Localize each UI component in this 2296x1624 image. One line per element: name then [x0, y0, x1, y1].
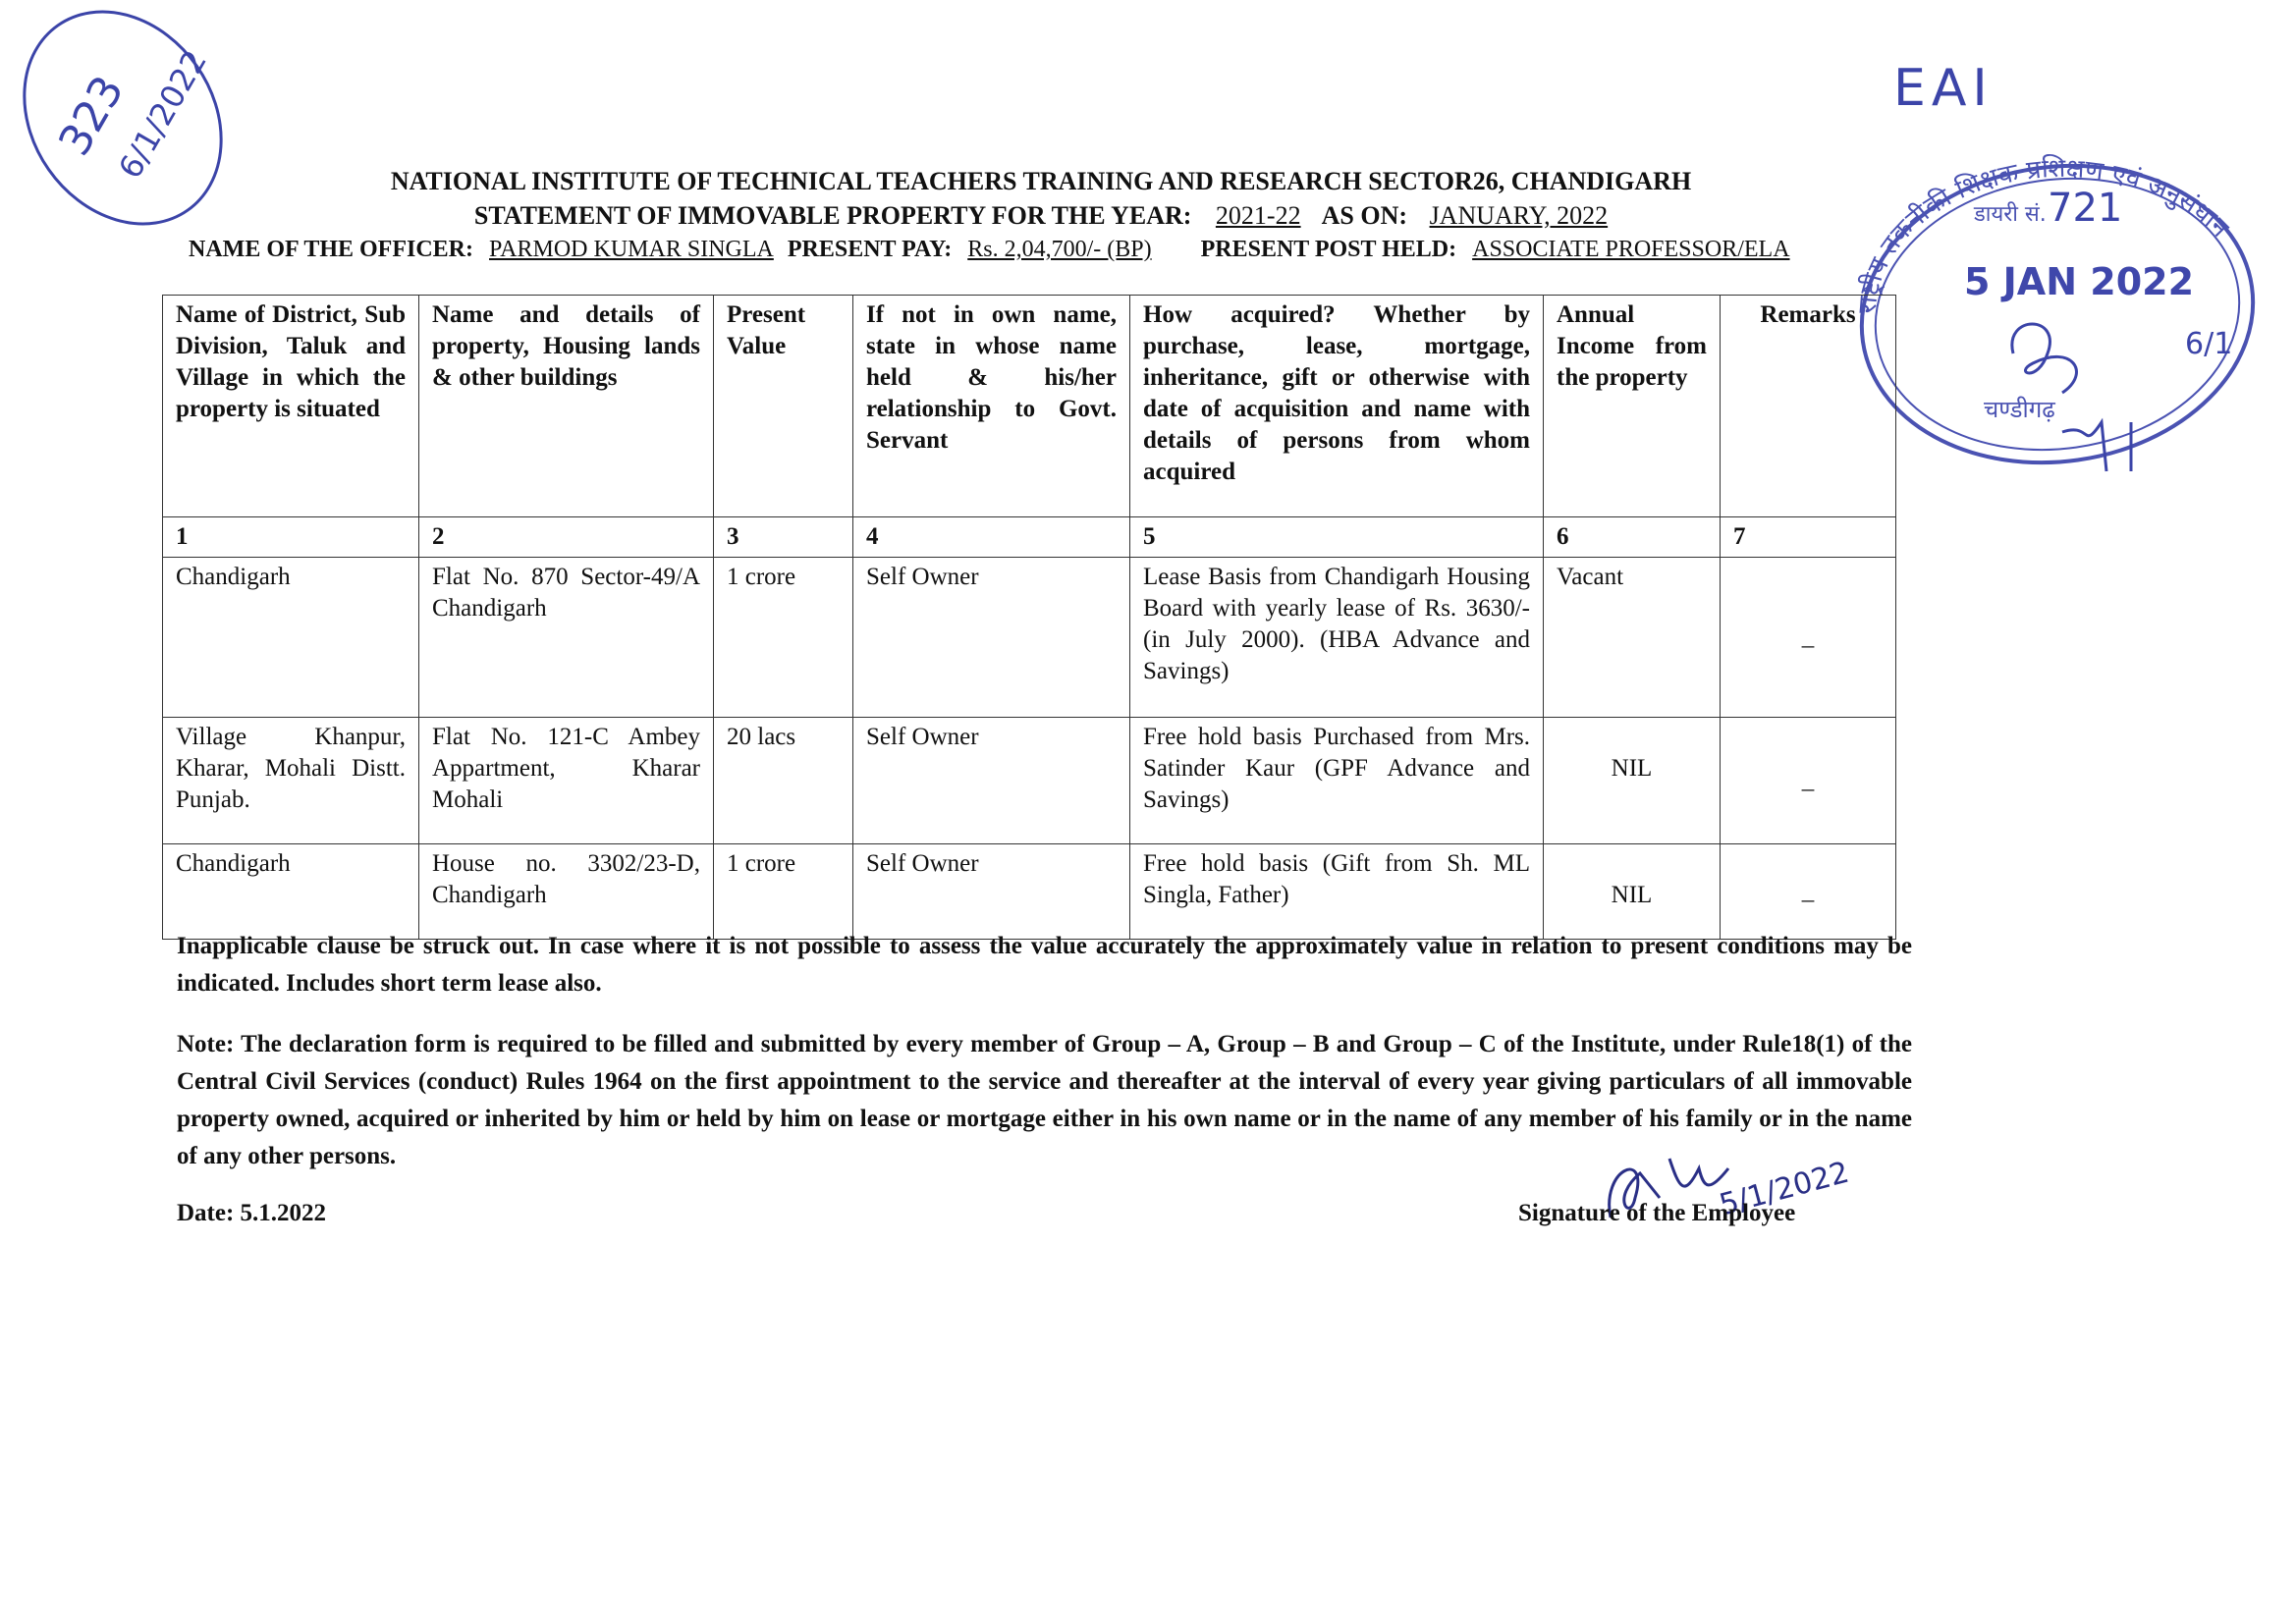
officer-name: PARMOD KUMAR SINGLA: [489, 237, 774, 262]
cell-acquired: Free hold basis Purchased from Mrs. Satinder Kaur (GPF Advance and Savings): [1130, 718, 1544, 844]
circle-date: 6/1/2022: [111, 43, 214, 186]
column-header: Present Value: [714, 296, 853, 517]
cell-held: Self Owner: [853, 718, 1130, 844]
footnote: Inapplicable clause be struck out. In case where it is not possible to assess the value accurately the approximately value in relation to present conditions may be indicated. Includes short term lease also.: [177, 933, 1912, 997]
statement-year: 2021-22: [1215, 201, 1301, 230]
cell-value: 1 crore: [714, 558, 853, 718]
stamp-signature-scribble: [2062, 422, 2131, 471]
declaration-note: Note: The declaration form is required to be filled and submitted by every member of Group – A, Group – B and Group – C of the Institute, under Rule18(1) of the Central Civil Services (conduct) Rules 1964 on the first appointment to the service and thereafter at the interval of every year giving particulars of all immovable property owned, acquired or inherited by him or held by him on lease or mortgage either in his own name or in the name of any member of his family or in the name of any other persons.: [177, 1031, 1912, 1169]
cell-income: NIL: [1544, 844, 1721, 940]
stamp-initials-date: 6/1: [2185, 327, 2233, 361]
cell-held: Self Owner: [853, 844, 1130, 940]
column-header: Annual Income from the property: [1544, 296, 1721, 517]
post-label: PRESENT POST HELD:: [1200, 237, 1457, 262]
cell-location: Chandigarh: [163, 844, 419, 940]
signature-date: 5/1/2022: [1716, 1155, 1853, 1223]
column-number: 7: [1721, 517, 1896, 558]
as-on-label: AS ON:: [1321, 201, 1408, 230]
cell-property: Flat No. 870 Sector-49/A Chandigarh: [419, 558, 714, 718]
table-row: [163, 558, 1896, 718]
officer-line: [189, 237, 1804, 263]
stamp-initials-scribble: [2012, 324, 2077, 393]
present-pay-label: PRESENT PAY:: [787, 237, 953, 262]
cell-property: Flat No. 121-C Ambey Appartment, Kharar Mohali: [419, 718, 714, 844]
cell-income: NIL: [1544, 718, 1721, 844]
table-row: [163, 844, 1896, 940]
present-pay: Rs. 2,04,700/- (BP): [967, 237, 1152, 262]
stamp-arc-text: राष्ट्रीय तकनीकी शिक्षक प्रशिक्षण एवं अनुसंधान: [1852, 153, 2235, 315]
cell-remarks: _: [1721, 844, 1896, 940]
post-held: ASSOCIATE PROFESSOR/ELA: [1472, 237, 1790, 262]
as-on-value: JANUARY, 2022: [1429, 201, 1609, 230]
cell-acquired: Lease Basis from Chandigarh Housing Board with yearly lease of Rs. 3630/- (in July 2000). (HBA Advance and Savings): [1130, 558, 1544, 718]
cell-remarks: _: [1721, 558, 1896, 718]
stamp-date: 5 JAN 2022: [1964, 260, 2195, 303]
table-row: [163, 718, 1896, 844]
table-header-row: [163, 296, 1896, 517]
statement-line: [0, 201, 2082, 231]
column-header: Name and details of property, Housing lands & other buildings: [419, 296, 714, 517]
stamp-number: 721: [2048, 186, 2123, 231]
cell-held: Self Owner: [853, 558, 1130, 718]
stamp-diary: डायरी सं.: [1974, 202, 2047, 227]
column-header: Name of District, Sub Division, Taluk and Village in which the property is situated: [163, 296, 419, 517]
circle-number: 323: [49, 67, 135, 165]
officer-name-label: NAME OF THE OFFICER:: [189, 237, 474, 262]
property-table: [162, 295, 1896, 940]
signature-label: Signature of the Employee: [1518, 1200, 1796, 1226]
column-header: If not in own name, state in whose name held & his/her relationship to Govt. Servant: [853, 296, 1130, 517]
column-number: 2: [419, 517, 714, 558]
cell-value: 20 lacs: [714, 718, 853, 844]
cell-location: Chandigarh: [163, 558, 419, 718]
cell-location: Village Khanpur, Kharar, Mohali Distt. Punjab.: [163, 718, 419, 844]
cell-income: Vacant: [1544, 558, 1721, 718]
column-header: How acquired? Whether by purchase, lease, mortgage, inheritance, gift or otherwise with date of acquisition and name with details of persons from whom acquired: [1130, 296, 1544, 517]
cell-remarks: _: [1721, 718, 1896, 844]
cell-property: House no. 3302/23-D, Chandigarh: [419, 844, 714, 940]
institute-title: NATIONAL INSTITUTE OF TECHNICAL TEACHERS TRAINING AND RESEARCH SECTOR26, CHANDIGARH: [390, 167, 1692, 195]
declaration-date: Date: 5.1.2022: [177, 1200, 327, 1226]
cell-value: 1 crore: [714, 844, 853, 940]
handwritten-eai: EAI: [1893, 59, 1994, 118]
statement-label: STATEMENT OF IMMOVABLE PROPERTY FOR THE YEAR:: [473, 201, 1192, 230]
column-number: 1: [163, 517, 419, 558]
column-number: 5: [1130, 517, 1544, 558]
column-number-row: [163, 517, 1896, 558]
column-header: Remarks: [1721, 296, 1896, 517]
column-number: 3: [714, 517, 853, 558]
column-number: 4: [853, 517, 1130, 558]
column-number: 6: [1544, 517, 1721, 558]
cell-acquired: Free hold basis (Gift from Sh. ML Singla, Father): [1130, 844, 1544, 940]
stamp-city: चण्डीगढ़: [1984, 396, 2055, 423]
